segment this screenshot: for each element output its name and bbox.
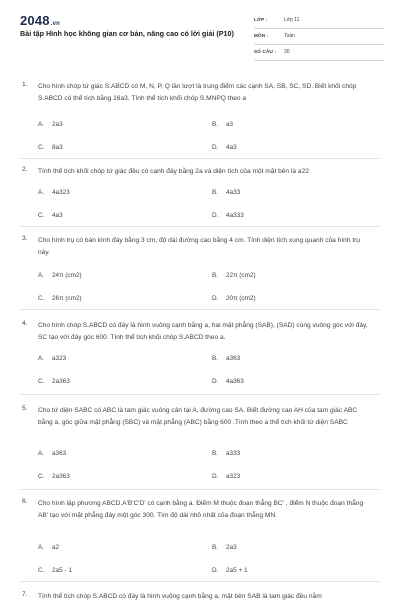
option-b[interactable] bbox=[212, 189, 240, 196]
option-text: 4a3 bbox=[226, 144, 237, 151]
option-text: a3 bbox=[226, 121, 234, 128]
option-letter: C. bbox=[38, 473, 45, 480]
option-letter: A. bbox=[38, 355, 45, 362]
option-text: 20π (cm2) bbox=[226, 295, 256, 302]
option-c[interactable] bbox=[38, 567, 72, 574]
page-title: Bài tập Hình học không gian cơ bản, nâng cao có lời giải (P10) bbox=[20, 29, 234, 38]
option-text: 4a323 bbox=[52, 189, 70, 196]
option-b[interactable] bbox=[212, 355, 240, 362]
option-letter: D. bbox=[212, 473, 219, 480]
option-text: 8a3 bbox=[52, 144, 63, 151]
option-text: 4a33 bbox=[226, 189, 241, 196]
meta-label: MÔN : bbox=[254, 33, 269, 38]
question-text: Cho hình lập phương ABCD.A'B'C'D' có cạnh bằng a. Điểm M thuộc đoạn thẳng BC' , điểm N thuộc đoạn thẳng AB' tạo với mặt phẳng đáy một góc 300. Tìm độ dài nhỏ nhất của đoạn thẳng MN. bbox=[38, 500, 364, 519]
divider bbox=[20, 581, 380, 582]
meta-value: Lớp 11 bbox=[284, 17, 300, 23]
option-letter: B. bbox=[212, 450, 219, 457]
question-number: 4. bbox=[22, 320, 28, 327]
option-text: a2 bbox=[52, 544, 60, 551]
option-d[interactable] bbox=[212, 567, 248, 574]
option-letter: C. bbox=[38, 378, 45, 385]
option-b[interactable] bbox=[212, 450, 240, 457]
divider bbox=[20, 309, 380, 310]
meta-label: LỚP : bbox=[254, 17, 268, 22]
option-letter: C. bbox=[38, 567, 45, 574]
option-text: 2a363 bbox=[52, 378, 70, 385]
option-letter: D. bbox=[212, 144, 219, 151]
option-text: 2a3 bbox=[226, 544, 237, 551]
logo-text: 2048 bbox=[20, 13, 50, 28]
question-text: Cho hình chóp tứ giác S.ABCD có M, N, P, Q lần lượt là trung điểm các cạnh SA, SB, SC, SD. Biết khối chóp S.ABCD có thể tích bằng 16a3. Tính thể tích khối chóp S.MNPQ theo a bbox=[38, 83, 357, 102]
option-a[interactable] bbox=[38, 189, 70, 196]
option-letter: B. bbox=[212, 189, 219, 196]
divider bbox=[20, 158, 380, 159]
option-text: 26π (cm2) bbox=[52, 295, 82, 302]
option-c[interactable] bbox=[38, 212, 63, 219]
option-letter: D. bbox=[212, 378, 219, 385]
option-text: 4a333 bbox=[226, 212, 244, 219]
question-number: 5. bbox=[22, 405, 28, 412]
divider bbox=[20, 226, 380, 227]
page-header bbox=[0, 0, 400, 62]
meta-value: Toán bbox=[284, 33, 295, 39]
meta-row-subject bbox=[254, 30, 384, 45]
option-a[interactable] bbox=[38, 355, 66, 362]
option-text: 2a5 - 1 bbox=[52, 567, 72, 574]
meta-label: SỐ CÂU : bbox=[254, 49, 277, 54]
option-letter: B. bbox=[212, 121, 219, 128]
question-text: Tính thể tích chóp S.ABCD có đáy là hình vuông cạnh bằng a, mặt bên SAB là tam giác đều nằm bbox=[38, 593, 322, 600]
option-letter: D. bbox=[212, 295, 219, 302]
question-text: Cho tứ diện SABC có ABC là tam giác vuông cân tại A, đường cao SA. Biết đường cao AH của tam giác ABC bằng a, góc giữa mặt phẳng (SBC) và mặt phẳng (ABC) bằng 600 .Tính theo a thể tích khối tứ diện SABC bbox=[38, 407, 358, 426]
option-text: a333 bbox=[226, 450, 241, 457]
option-d[interactable] bbox=[212, 378, 244, 385]
question-number: 2. bbox=[22, 166, 28, 173]
option-c[interactable] bbox=[38, 144, 63, 151]
question-text: Cho hình trụ có bán kính đáy bằng 3 cm, độ dài đường cao bằng 4 cm. Tính diện tích xung quanh của hình trụ này. bbox=[38, 237, 361, 256]
option-letter: A. bbox=[38, 121, 45, 128]
site-logo[interactable] bbox=[20, 13, 60, 28]
option-text: a363 bbox=[52, 450, 67, 457]
option-text: a323 bbox=[52, 355, 67, 362]
option-a[interactable] bbox=[38, 544, 59, 551]
option-c[interactable] bbox=[38, 473, 70, 480]
option-d[interactable] bbox=[212, 212, 244, 219]
option-letter: C. bbox=[38, 212, 45, 219]
option-d[interactable] bbox=[212, 473, 240, 480]
option-text: 22π (cm2) bbox=[226, 272, 256, 279]
option-text: a363 bbox=[226, 355, 241, 362]
option-letter: D. bbox=[212, 567, 219, 574]
meta-row-count bbox=[254, 46, 384, 61]
divider bbox=[20, 394, 380, 395]
question-text: Cho hình chóp S.ABCD có đáy là hình vuông cạnh bằng a, hai mặt phẳng (SAB), (SAD) cùng vuông góc với đáy, SC tạo với đáy góc 600. Tính thể tích khối chóp S.ABCD theo a. bbox=[38, 322, 368, 341]
option-letter: B. bbox=[212, 272, 219, 279]
option-letter: A. bbox=[38, 544, 45, 551]
question-text: Tính thể tích khối chóp tứ giác đều có cạnh đáy bằng 2a và diện tích của một mặt bên là a22 bbox=[38, 168, 309, 175]
option-b[interactable] bbox=[212, 121, 233, 128]
option-letter: A. bbox=[38, 189, 45, 196]
option-a[interactable] bbox=[38, 272, 82, 279]
logo-tld: .vn bbox=[50, 21, 61, 27]
option-text: 24π (cm2) bbox=[52, 272, 82, 279]
option-d[interactable] bbox=[212, 144, 237, 151]
question-number: 1. bbox=[22, 81, 28, 88]
option-a[interactable] bbox=[38, 450, 66, 457]
meta-row-class bbox=[254, 14, 384, 29]
option-letter: B. bbox=[212, 544, 219, 551]
option-letter: D. bbox=[212, 212, 219, 219]
option-text: 2a3 bbox=[52, 121, 63, 128]
option-letter: A. bbox=[38, 450, 45, 457]
option-text: 2a363 bbox=[52, 473, 70, 480]
meta-info bbox=[254, 14, 384, 62]
option-letter: C. bbox=[38, 295, 45, 302]
option-b[interactable] bbox=[212, 272, 256, 279]
option-letter: B. bbox=[212, 355, 219, 362]
option-letter: A. bbox=[38, 272, 45, 279]
option-a[interactable] bbox=[38, 121, 63, 128]
option-letter: C. bbox=[38, 144, 45, 151]
option-text: 4a363 bbox=[226, 378, 244, 385]
option-text: a323 bbox=[226, 473, 241, 480]
question-number: 7. bbox=[22, 591, 28, 598]
option-text: 2a5 + 1 bbox=[226, 567, 248, 574]
option-c[interactable] bbox=[38, 378, 70, 385]
divider bbox=[20, 489, 380, 490]
question-number: 3. bbox=[22, 235, 28, 242]
question-number: 6. bbox=[22, 498, 28, 505]
option-c[interactable] bbox=[38, 295, 82, 302]
option-text: 4a3 bbox=[52, 212, 63, 219]
meta-value: 30 bbox=[284, 49, 290, 55]
option-b[interactable] bbox=[212, 544, 237, 551]
option-d[interactable] bbox=[212, 295, 256, 302]
